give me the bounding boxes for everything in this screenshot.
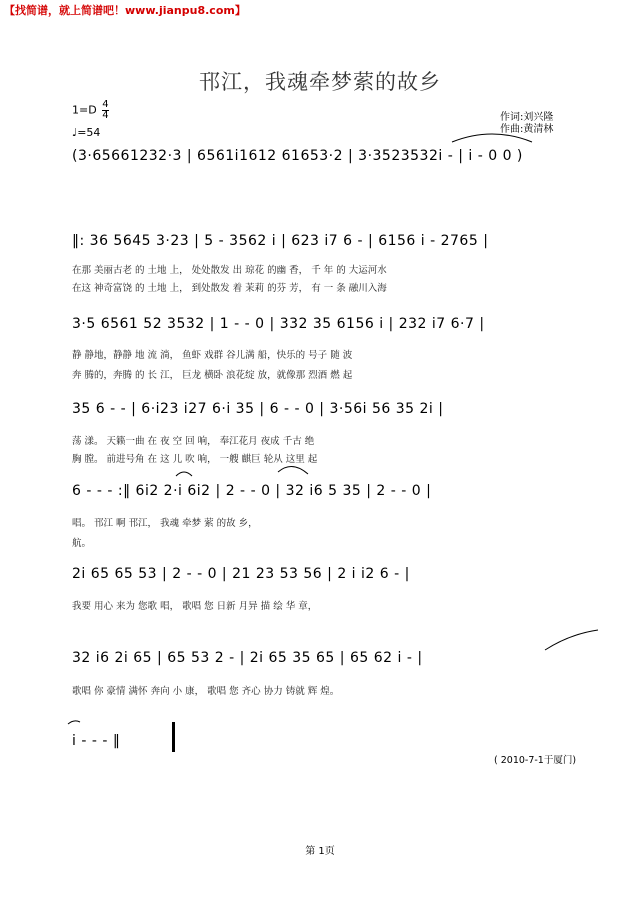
system-2-lyrics-verse-1: 在那 美丽古老 的 土地 上， 处处散发 出 琼花 的幽 香， 千 年 的 大运河水 (72, 265, 387, 276)
system-5-lyrics-verse-2: 航。 (72, 538, 92, 549)
key-label: 1=D (72, 103, 97, 117)
system-4-notes: 35 6 - - | 6·i23 i27 6·i 35 | 6 - - 0 | 3·56i 56 35 2i | (72, 401, 444, 417)
date-note: ( 2010-7-1于厦门) (494, 755, 577, 766)
system-2-notes: ‖: 36 5645 3·23 | 5 - 3562 i | 623 i7 6 - | 6156 i - 2765 | (72, 233, 489, 249)
lyricist-credit: 作词:刘兴隆 (500, 112, 554, 123)
key-signature (72, 100, 109, 121)
time-sig-bottom: 4 (102, 110, 109, 121)
system-5-notes: 6 - - - :‖ 6i2 2·i 6i2 | 2 - - 0 | 32 i6 5 35 | 2 - - 0 | (72, 483, 432, 499)
final-barline (172, 722, 175, 752)
system-3-lyrics-verse-2: 奔 腾的，奔腾 的 长 江， 巨龙 横卧 浪花绽 放，就像那 烈酒 燃 起 (72, 370, 353, 381)
system-7-notes: 32 i6 2i 65 | 65 53 2 - | 2i 65 35 65 | 65 62 i - | (72, 650, 423, 666)
system-6-lyrics: 我要 用心 来为 您歌 唱， 歌唱 您 日新 月异 描 绘 华 章， (72, 601, 318, 612)
system-6-notes: 2i 65 65 53 | 2 - - 0 | 21 23 53 56 | 2 i i2 6 - | (72, 566, 410, 582)
system-3-notes: 3·5 6561 52 3532 | 1 - - 0 | 332 35 6156 i | 232 i7 6·7 | (72, 316, 485, 332)
system-4-lyrics-verse-1: 荡 漾。 天籁一曲 在 夜 空 回 响， 奉江花月 夜成 千古 绝 (72, 436, 315, 447)
page-number: 第 1页 (305, 846, 335, 857)
system-7-lyrics: 歌唱 你 豪情 满怀 奔向 小 康， 歌唱 您 齐心 协力 铸就 辉 煌。 (72, 686, 340, 697)
song-title: 邗江，我魂牵梦萦的故乡 (199, 70, 441, 94)
system-2-lyrics-verse-2: 在这 神奇富饶 的 土地 上， 到处散发 着 茉莉 的芬 芳， 有 一 条 融川入海 (72, 283, 387, 294)
system-4-lyrics-verse-2: 胸 膛。 前进号角 在 这 儿 吹 响， 一艘 麒巨 轮从 这里 起 (72, 454, 318, 465)
time-sig-top: 4 (102, 99, 109, 110)
tempo-marking: ♩=54 (72, 126, 101, 139)
intro-notes: (3·65661232·3 | 6561i1612 61653·2 | 3·3523532i - | i - 0 0 ) (72, 148, 523, 164)
system-3-lyrics-verse-1: 静 静地，静静 地 流 淌， 鱼虾 戏群 谷儿满 船，快乐的 号子 随 波 (72, 350, 353, 361)
time-signature (102, 100, 108, 121)
system-5-lyrics-verse-1: 唱。 邗江 啊 邗江， 我魂 牵梦 萦 的故 乡， (72, 518, 258, 529)
composer-credit: 作曲:黄清林 (500, 124, 554, 135)
final-notes: i - - - ‖ (72, 733, 121, 749)
site-banner: 【找简谱，就上简谱吧！www.jianpu8.com】 (4, 4, 246, 17)
